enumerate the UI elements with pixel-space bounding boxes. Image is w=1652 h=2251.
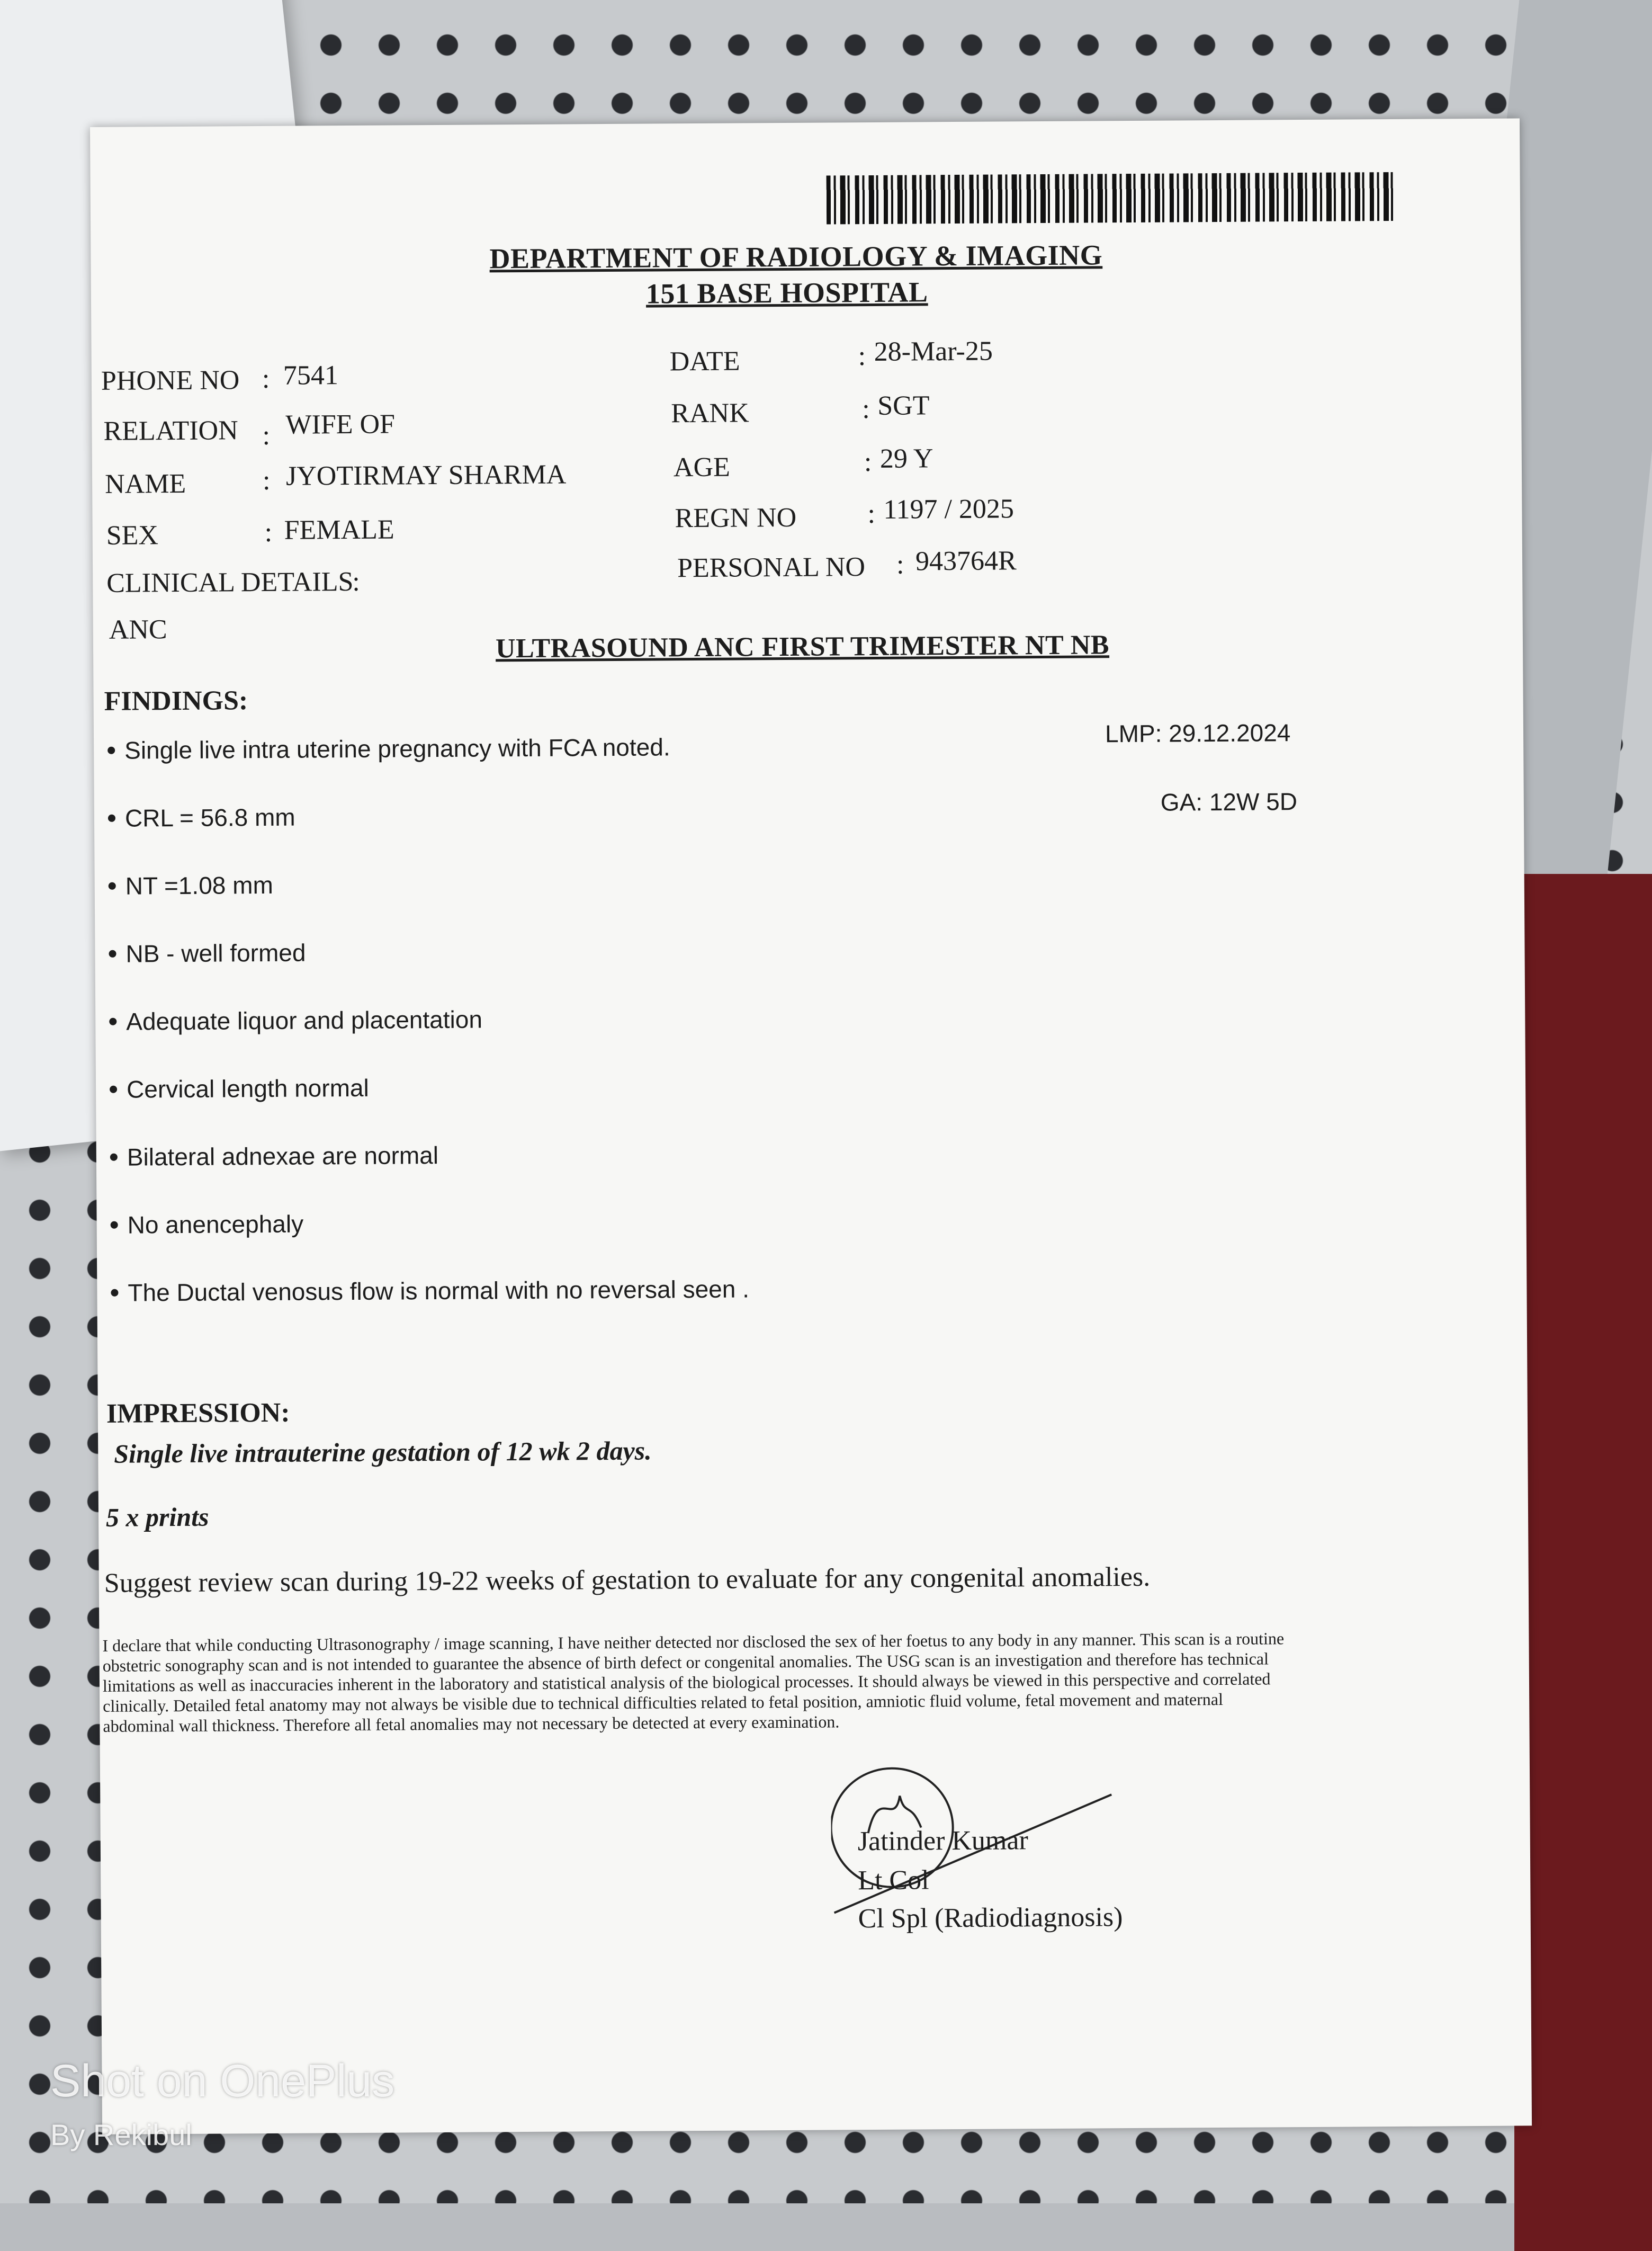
bullet-icon [111, 1221, 118, 1229]
bullet-icon [107, 747, 115, 754]
name-colon: : [262, 465, 271, 496]
phone-value: 7541 [283, 360, 339, 391]
photographer-watermark: By Rekibul [50, 2118, 192, 2151]
phone-label: PHONE NO [101, 365, 240, 396]
name-value: JYOTIRMAY SHARMA [285, 459, 567, 492]
camera-watermark: Shot on OnePlus [50, 2056, 395, 2106]
prints-text: 5 x prints [105, 1502, 209, 1532]
regn-no-value: 1197 / 2025 [883, 494, 1014, 525]
rank-label: RANK [671, 398, 749, 429]
relation-value: WIFE OF [285, 409, 396, 440]
bullet-icon [111, 1289, 118, 1297]
clinical-details-colon: : [352, 566, 360, 597]
relation-label: RELATION [103, 415, 238, 446]
disclaimer-text: I declare that while conducting Ultrasonography / image scanning, I have neither detected nor disclosed the sex of her foetus to any body in any manner. This scan is a routine obstetric sonography scan and is not intended to guarantee the absence of birth defect or congenital anomalies. The USG scan is an investigation and therefore has technical limitations as well as inaccuracies inherent in the laboratory and statistical analysis of the biological processes. It should always be viewed in this perspective and correlated clinically. Detailed fetal anatomy may not always be visible due to technical difficulties related to fetal position, amniotic fluid volume, fetal movement and maternal abdominal wall thickness. Therefore all fetal anomalies may not necessary be detected at every examination. [102, 1629, 1285, 1736]
date-value: 28-Mar-25 [874, 336, 993, 367]
bullet-icon [108, 815, 115, 822]
personal-no-value: 943764R [915, 546, 1017, 577]
finding-item: The Ductal venosus flow is normal with no reversal seen . [111, 1274, 749, 1307]
finding-item: NT =1.08 mm [109, 871, 273, 900]
finding-item: Single live intra uterine pregnancy with FCA noted. [107, 733, 670, 764]
rank-value: SGT [877, 390, 930, 421]
finding-item: No anencephaly [110, 1210, 303, 1239]
findings-heading: FINDINGS: [104, 685, 248, 717]
finding-item: NB - well formed [109, 939, 306, 968]
date-label: DATE [669, 346, 740, 377]
age-value: 29 Y [879, 443, 933, 474]
signatory-designation: Cl Spl (Radiodiagnosis) [858, 1902, 1123, 1934]
date-colon: : [858, 341, 866, 372]
sex-value: FEMALE [284, 514, 394, 546]
bullet-icon [109, 1018, 116, 1025]
sex-label: SEX [106, 520, 159, 551]
rank-colon: : [862, 394, 870, 425]
finding-item: Bilateral adnexae are normal [110, 1141, 438, 1172]
personal-no-label: PERSONAL NO [677, 552, 866, 584]
finding-item: CRL = 56.8 mm [108, 803, 295, 833]
name-label: NAME [104, 468, 186, 499]
finding-item: Cervical length normal [110, 1074, 369, 1104]
phone-colon: : [262, 363, 270, 395]
impression-text: Single live intrauterine gestation of 12 wk 2 days. [114, 1435, 652, 1469]
regn-no-colon: : [867, 498, 876, 530]
department-title: DEPARTMENT OF RADIOLOGY & IMAGING [489, 239, 1103, 275]
hospital-title: 151 BASE HOSPITAL [645, 276, 928, 310]
personal-no-colon: : [896, 549, 904, 580]
barcode [827, 172, 1395, 225]
bullet-icon [109, 882, 116, 890]
age-label: AGE [673, 452, 730, 483]
exam-title: ULTRASOUND ANC FIRST TRIMESTER NT NB [495, 630, 1110, 664]
finding-item: Adequate liquor and placentation [109, 1005, 482, 1036]
sex-colon: : [264, 517, 273, 548]
impression-heading: IMPRESSION: [106, 1397, 290, 1429]
age-colon: : [864, 446, 872, 478]
suggestion-text: Suggest review scan during 19-22 weeks of gestation to evaluate for any congenital anomalies. [104, 1561, 1151, 1598]
report-sheet [90, 119, 1532, 2134]
bullet-icon [110, 1154, 118, 1161]
bullet-icon [109, 950, 116, 958]
red-surface [1514, 874, 1652, 2251]
ga-value: GA: 12W 5D [1160, 788, 1298, 816]
signatory-rank: Lt Col [858, 1865, 929, 1896]
lmp-value: LMP: 29.12.2024 [1105, 719, 1291, 748]
clinical-details-value: ANC [109, 614, 167, 645]
relation-colon: : [262, 420, 271, 451]
regn-no-label: REGN NO [675, 502, 797, 534]
bullet-icon [110, 1086, 117, 1093]
clinical-details-label: CLINICAL DETAILS [106, 566, 354, 599]
signatory-name: Jatinder Kumar [857, 1825, 1028, 1857]
